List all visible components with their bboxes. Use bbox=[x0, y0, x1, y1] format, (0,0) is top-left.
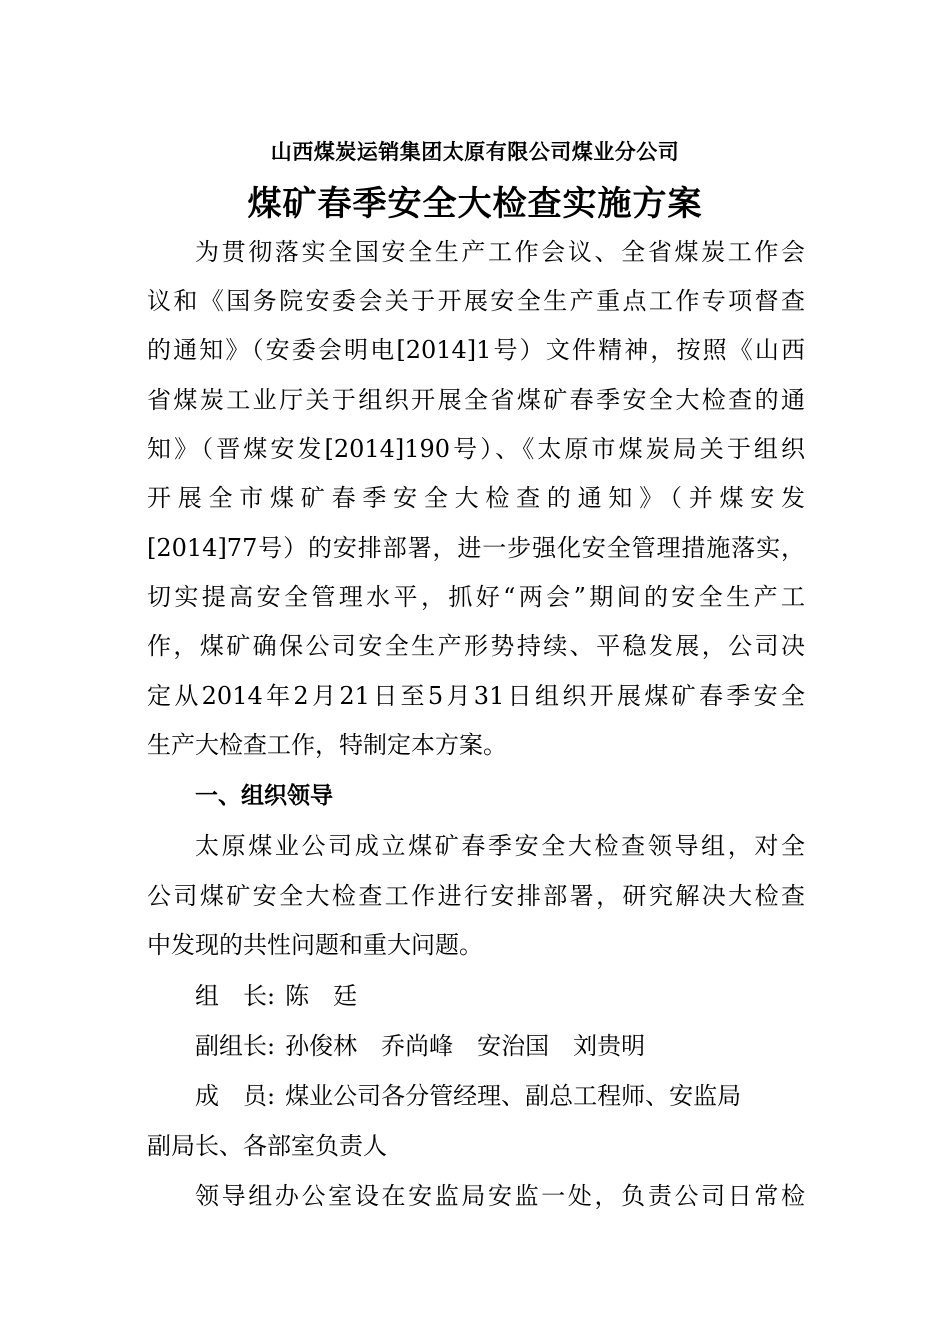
deputy-names: 孙俊林 乔尚峰 安治国 刘贵明 bbox=[285, 1032, 646, 1060]
section-para-line: 太原煤业公司成立煤矿春季安全大检查领导组，对全 bbox=[195, 832, 805, 860]
document-title: 煤矿春季安全大检查实施方案 bbox=[247, 184, 703, 224]
member-continuation: 副局长、各部室负责人 bbox=[147, 1132, 387, 1160]
intro-line: 为贯彻落实全国安全生产工作会议、全省煤炭工作会 bbox=[195, 238, 805, 266]
intro-line: 的通知》（安委会明电[2014]1号）文件精神，按照《山西 bbox=[147, 336, 805, 364]
deputy-row bbox=[195, 1026, 645, 1066]
intro-line: [2014]77号）的安排部署，进一步强化安全管理措施落实， bbox=[147, 534, 805, 562]
intro-line: 省煤炭工业厅关于组织开展全省煤矿春季安全大检查的通 bbox=[147, 386, 805, 414]
leader-row bbox=[195, 976, 357, 1016]
intro-line: 知》（晋煤安发[2014]190号）、《太原市煤炭局关于组织 bbox=[147, 435, 805, 463]
member-row bbox=[195, 1076, 741, 1116]
leader-role: 组 长: bbox=[195, 982, 276, 1010]
intro-line: 生产大检查工作，特制定本方案。 bbox=[147, 731, 507, 759]
section-para-line: 中发现的共性问题和重大问题。 bbox=[147, 931, 483, 959]
intro-line: 定从2014年2月21日至5月31日组织开展煤矿春季安全 bbox=[147, 682, 805, 710]
intro-line: 开展全市煤矿春季安全大检查的通知》（并煤安发 bbox=[147, 484, 805, 512]
intro-line: 议和《国务院安委会关于开展安全生产重点工作专项督查 bbox=[147, 287, 805, 315]
office-line: 领导组办公室设在安监局安监一处，负责公司日常检 bbox=[195, 1182, 805, 1210]
deputy-role: 副组长: bbox=[195, 1032, 276, 1060]
member-role: 成 员: bbox=[195, 1082, 276, 1110]
section-heading: 一、组织领导 bbox=[195, 783, 333, 809]
intro-line: 切实提高安全管理水平，抓好“两会”期间的安全生产工 bbox=[147, 583, 805, 611]
intro-line: 作，煤矿确保公司安全生产形势持续、平稳发展，公司决 bbox=[147, 632, 805, 660]
member-names: 煤业公司各分管经理、副总工程师、安监局 bbox=[285, 1082, 742, 1110]
organization-title: 山西煤炭运销集团太原有限公司煤业分公司 bbox=[270, 140, 680, 164]
section-para-line: 公司煤矿安全大检查工作进行安排部署，研究解决大检查 bbox=[147, 882, 805, 910]
leader-names: 陈 廷 bbox=[285, 982, 358, 1010]
